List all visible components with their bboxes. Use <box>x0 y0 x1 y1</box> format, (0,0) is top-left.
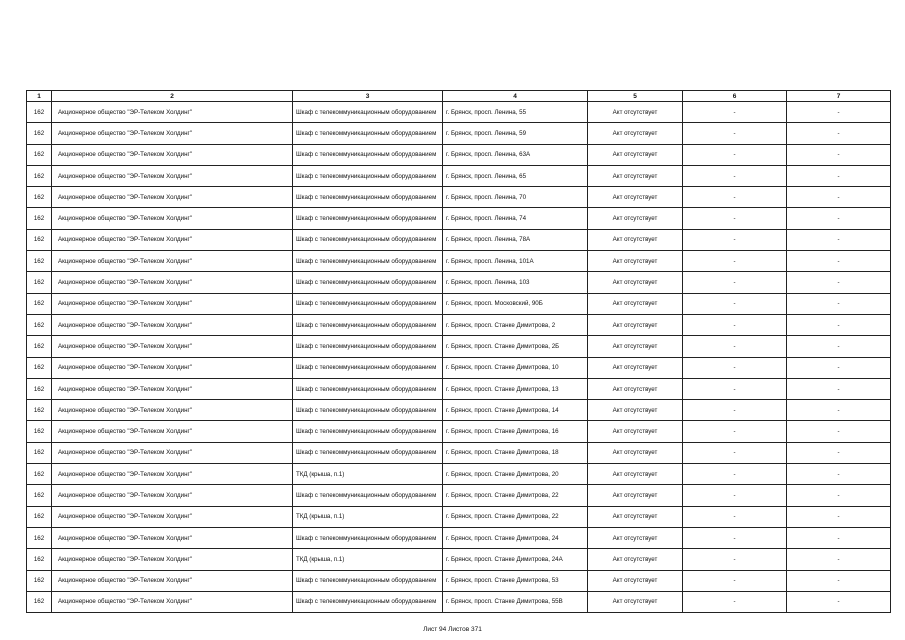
address-cell: г. Брянск, просп. Ленина, 78А <box>443 229 588 250</box>
column-6-cell: - <box>683 336 787 357</box>
column-6-cell: - <box>683 229 787 250</box>
column-6-cell: - <box>683 591 787 612</box>
row-number-cell: 162 <box>27 336 52 357</box>
column-6-cell: - <box>683 165 787 186</box>
column-6-cell: - <box>683 293 787 314</box>
act-status-cell: Акт отсутствует <box>588 293 683 314</box>
column-7-cell: - <box>787 314 891 335</box>
address-cell: г. Брянск, просп. Станке Димитрова, 14 <box>443 400 588 421</box>
column-6-cell: - <box>683 485 787 506</box>
act-status-cell: Акт отсутствует <box>588 485 683 506</box>
header-col-5: 5 <box>588 91 683 102</box>
column-7-cell: - <box>787 485 891 506</box>
act-status-cell: Акт отсутствует <box>588 314 683 335</box>
table-row <box>27 570 891 591</box>
organization-cell: Акционерное общество "ЭР-Телеком Холдинг" <box>52 123 293 144</box>
address-cell: г. Брянск, просп. Станке Димитрова, 55В <box>443 591 588 612</box>
address-cell: г. Брянск, просп. Ленина, 103 <box>443 272 588 293</box>
organization-cell: Акционерное общество "ЭР-Телеком Холдинг" <box>52 165 293 186</box>
column-7-cell: - <box>787 144 891 165</box>
column-6-cell: - <box>683 102 787 123</box>
act-status-cell: Акт отсутствует <box>588 442 683 463</box>
object-cell: Шкаф с телекоммуникационным оборудованием <box>293 570 443 591</box>
row-number-cell: 162 <box>27 442 52 463</box>
act-status-cell: Акт отсутствует <box>588 187 683 208</box>
table-row <box>27 421 891 442</box>
table-row <box>27 485 891 506</box>
act-status-cell: Акт отсутствует <box>588 591 683 612</box>
object-cell: Шкаф с телекоммуникационным оборудованием <box>293 102 443 123</box>
object-cell: ТКД (крыша, п.1) <box>293 506 443 527</box>
organization-cell: Акционерное общество "ЭР-Телеком Холдинг" <box>52 527 293 548</box>
organization-cell: Акционерное общество "ЭР-Телеком Холдинг" <box>52 421 293 442</box>
address-cell: г. Брянск, просп. Станке Димитрова, 24 <box>443 527 588 548</box>
row-number-cell: 162 <box>27 272 52 293</box>
column-6-cell: - <box>683 357 787 378</box>
row-number-cell: 162 <box>27 102 52 123</box>
organization-cell: Акционерное общество "ЭР-Телеком Холдинг" <box>52 464 293 485</box>
row-number-cell: 162 <box>27 570 52 591</box>
organization-cell: Акционерное общество "ЭР-Телеком Холдинг" <box>52 314 293 335</box>
address-cell: г. Брянск, просп. Станке Димитрова, 10 <box>443 357 588 378</box>
organization-cell: Акционерное общество "ЭР-Телеком Холдинг" <box>52 400 293 421</box>
object-cell: Шкаф с телекоммуникационным оборудованием <box>293 144 443 165</box>
table-row <box>27 442 891 463</box>
organization-cell: Акционерное общество "ЭР-Телеком Холдинг" <box>52 251 293 272</box>
column-6-cell: - <box>683 549 787 570</box>
column-6-cell: - <box>683 464 787 485</box>
column-7-cell: - <box>787 208 891 229</box>
act-status-cell: Акт отсутствует <box>588 378 683 399</box>
organization-cell: Акционерное общество "ЭР-Телеком Холдинг" <box>52 591 293 612</box>
object-cell: Шкаф с телекоммуникационным оборудованием <box>293 378 443 399</box>
act-status-cell: Акт отсутствует <box>588 464 683 485</box>
column-7-cell: - <box>787 549 891 570</box>
row-number-cell: 162 <box>27 314 52 335</box>
row-number-cell: 162 <box>27 485 52 506</box>
act-status-cell: Акт отсутствует <box>588 527 683 548</box>
column-7-cell: - <box>787 293 891 314</box>
header-row <box>27 91 891 102</box>
address-cell: г. Брянск, просп. Ленина, 55 <box>443 102 588 123</box>
row-number-cell: 162 <box>27 123 52 144</box>
address-cell: г. Брянск, просп. Ленина, 65 <box>443 165 588 186</box>
column-7-cell: - <box>787 464 891 485</box>
object-cell: Шкаф с телекоммуникационным оборудованием <box>293 229 443 250</box>
column-7-cell: - <box>787 527 891 548</box>
column-6-cell: - <box>683 570 787 591</box>
header-col-3: 3 <box>293 91 443 102</box>
object-cell: Шкаф с телекоммуникационным оборудованием <box>293 591 443 612</box>
organization-cell: Акционерное общество "ЭР-Телеком Холдинг" <box>52 485 293 506</box>
organization-cell: Акционерное общество "ЭР-Телеком Холдинг" <box>52 570 293 591</box>
table-row <box>27 187 891 208</box>
column-6-cell: - <box>683 421 787 442</box>
row-number-cell: 162 <box>27 208 52 229</box>
address-cell: г. Брянск, просп. Московский, 90Б <box>443 293 588 314</box>
act-status-cell: Акт отсутствует <box>588 144 683 165</box>
row-number-cell: 162 <box>27 400 52 421</box>
table-row <box>27 591 891 612</box>
organization-cell: Акционерное общество "ЭР-Телеком Холдинг" <box>52 187 293 208</box>
address-cell: г. Брянск, просп. Ленина, 101А <box>443 251 588 272</box>
column-6-cell: - <box>683 314 787 335</box>
column-7-cell: - <box>787 378 891 399</box>
row-number-cell: 162 <box>27 591 52 612</box>
object-cell: Шкаф с телекоммуникационным оборудованием <box>293 485 443 506</box>
organization-cell: Акционерное общество "ЭР-Телеком Холдинг" <box>52 506 293 527</box>
act-status-cell: Акт отсутствует <box>588 102 683 123</box>
organization-cell: Акционерное общество "ЭР-Телеком Холдинг" <box>52 102 293 123</box>
table-row <box>27 102 891 123</box>
column-7-cell: - <box>787 570 891 591</box>
column-6-cell: - <box>683 251 787 272</box>
column-7-cell: - <box>787 165 891 186</box>
act-status-cell: Акт отсутствует <box>588 208 683 229</box>
row-number-cell: 162 <box>27 527 52 548</box>
object-cell: Шкаф с телекоммуникационным оборудованием <box>293 357 443 378</box>
organization-cell: Акционерное общество "ЭР-Телеком Холдинг" <box>52 378 293 399</box>
object-cell: Шкаф с телекоммуникационным оборудованием <box>293 421 443 442</box>
row-number-cell: 162 <box>27 464 52 485</box>
address-cell: г. Брянск, просп. Станке Димитрова, 20 <box>443 464 588 485</box>
act-status-cell: Акт отсутствует <box>588 251 683 272</box>
organization-cell: Акционерное общество "ЭР-Телеком Холдинг" <box>52 208 293 229</box>
object-cell: Шкаф с телекоммуникационным оборудованием <box>293 251 443 272</box>
column-7-cell: - <box>787 591 891 612</box>
column-6-cell: - <box>683 208 787 229</box>
object-cell: ТКД (крыша, п.1) <box>293 549 443 570</box>
object-cell: Шкаф с телекоммуникационным оборудованием <box>293 208 443 229</box>
address-cell: г. Брянск, просп. Станке Димитрова, 2 <box>443 314 588 335</box>
organization-cell: Акционерное общество "ЭР-Телеком Холдинг" <box>52 549 293 570</box>
header-col-4: 4 <box>443 91 588 102</box>
table-row <box>27 464 891 485</box>
address-cell: г. Брянск, просп. Станке Димитрова, 18 <box>443 442 588 463</box>
page-number: Лист 94 Листов 371 <box>423 626 482 633</box>
column-7-cell: - <box>787 400 891 421</box>
address-cell: г. Брянск, просп. Станке Димитрова, 53 <box>443 570 588 591</box>
act-status-cell: Акт отсутствует <box>588 549 683 570</box>
table-row <box>27 506 891 527</box>
address-cell: г. Брянск, просп. Станке Димитрова, 16 <box>443 421 588 442</box>
act-status-cell: Акт отсутствует <box>588 570 683 591</box>
row-number-cell: 162 <box>27 378 52 399</box>
row-number-cell: 162 <box>27 357 52 378</box>
table-row <box>27 229 891 250</box>
row-number-cell: 162 <box>27 144 52 165</box>
column-6-cell: - <box>683 123 787 144</box>
table-row <box>27 272 891 293</box>
column-6-cell: - <box>683 506 787 527</box>
address-cell: г. Брянск, просп. Станке Димитрова, 2Б <box>443 336 588 357</box>
column-7-cell: - <box>787 187 891 208</box>
row-number-cell: 162 <box>27 549 52 570</box>
column-6-cell: - <box>683 187 787 208</box>
table-row <box>27 336 891 357</box>
object-cell: Шкаф с телекоммуникационным оборудованием <box>293 272 443 293</box>
organization-cell: Акционерное общество "ЭР-Телеком Холдинг" <box>52 144 293 165</box>
table-row <box>27 144 891 165</box>
row-number-cell: 162 <box>27 421 52 442</box>
organization-cell: Акционерное общество "ЭР-Телеком Холдинг" <box>52 336 293 357</box>
object-cell: Шкаф с телекоммуникационным оборудованием <box>293 442 443 463</box>
table-row <box>27 314 891 335</box>
address-cell: г. Брянск, просп. Станке Димитрова, 22 <box>443 506 588 527</box>
address-cell: г. Брянск, просп. Станке Димитрова, 13 <box>443 378 588 399</box>
act-status-cell: Акт отсутствует <box>588 357 683 378</box>
column-6-cell: - <box>683 442 787 463</box>
column-6-cell: - <box>683 144 787 165</box>
act-status-cell: Акт отсутствует <box>588 272 683 293</box>
act-status-cell: Акт отсутствует <box>588 400 683 421</box>
organization-cell: Акционерное общество "ЭР-Телеком Холдинг" <box>52 442 293 463</box>
table-row <box>27 527 891 548</box>
organization-cell: Акционерное общество "ЭР-Телеком Холдинг" <box>52 272 293 293</box>
object-cell: Шкаф с телекоммуникационным оборудованием <box>293 336 443 357</box>
table-body <box>27 102 891 613</box>
row-number-cell: 162 <box>27 293 52 314</box>
table-row <box>27 208 891 229</box>
column-7-cell: - <box>787 123 891 144</box>
column-7-cell: - <box>787 251 891 272</box>
table-row <box>27 400 891 421</box>
address-cell: г. Брянск, просп. Станке Димитрова, 22 <box>443 485 588 506</box>
object-cell: Шкаф с телекоммуникационным оборудованием <box>293 165 443 186</box>
row-number-cell: 162 <box>27 187 52 208</box>
act-status-cell: Акт отсутствует <box>588 229 683 250</box>
table-row <box>27 123 891 144</box>
column-6-cell: - <box>683 527 787 548</box>
row-number-cell: 162 <box>27 229 52 250</box>
header-col-1: 1 <box>27 91 52 102</box>
act-status-cell: Акт отсутствует <box>588 165 683 186</box>
header-col-7: 7 <box>787 91 891 102</box>
table-row <box>27 293 891 314</box>
row-number-cell: 162 <box>27 506 52 527</box>
header-col-2: 2 <box>52 91 293 102</box>
act-status-cell: Акт отсутствует <box>588 123 683 144</box>
object-cell: Шкаф с телекоммуникационным оборудованием <box>293 123 443 144</box>
registry-table <box>26 90 891 613</box>
column-7-cell: - <box>787 336 891 357</box>
organization-cell: Акционерное общество "ЭР-Телеком Холдинг" <box>52 229 293 250</box>
row-number-cell: 162 <box>27 251 52 272</box>
table-row <box>27 251 891 272</box>
object-cell: Шкаф с телекоммуникационным оборудованием <box>293 187 443 208</box>
column-7-cell: - <box>787 506 891 527</box>
row-number-cell: 162 <box>27 165 52 186</box>
object-cell: ТКД (крыша, п.1) <box>293 464 443 485</box>
address-cell: г. Брянск, просп. Станке Димитрова, 24А <box>443 549 588 570</box>
column-7-cell: - <box>787 442 891 463</box>
address-cell: г. Брянск, просп. Ленина, 70 <box>443 187 588 208</box>
act-status-cell: Акт отсутствует <box>588 336 683 357</box>
object-cell: Шкаф с телекоммуникационным оборудованием <box>293 400 443 421</box>
object-cell: Шкаф с телекоммуникационным оборудованием <box>293 527 443 548</box>
organization-cell: Акционерное общество "ЭР-Телеком Холдинг" <box>52 293 293 314</box>
column-6-cell: - <box>683 400 787 421</box>
object-cell: Шкаф с телекоммуникационным оборудованием <box>293 293 443 314</box>
address-cell: г. Брянск, просп. Ленина, 74 <box>443 208 588 229</box>
table-row <box>27 549 891 570</box>
column-7-cell: - <box>787 421 891 442</box>
column-6-cell: - <box>683 272 787 293</box>
header-col-6: 6 <box>683 91 787 102</box>
column-7-cell: - <box>787 357 891 378</box>
address-cell: г. Брянск, просп. Ленина, 63А <box>443 144 588 165</box>
column-7-cell: - <box>787 102 891 123</box>
column-7-cell: - <box>787 272 891 293</box>
act-status-cell: Акт отсутствует <box>588 421 683 442</box>
address-cell: г. Брянск, просп. Ленина, 59 <box>443 123 588 144</box>
column-7-cell: - <box>787 229 891 250</box>
organization-cell: Акционерное общество "ЭР-Телеком Холдинг" <box>52 357 293 378</box>
table-row <box>27 357 891 378</box>
object-cell: Шкаф с телекоммуникационным оборудованием <box>293 314 443 335</box>
act-status-cell: Акт отсутствует <box>588 506 683 527</box>
column-6-cell: - <box>683 378 787 399</box>
table-row <box>27 378 891 399</box>
table-row <box>27 165 891 186</box>
